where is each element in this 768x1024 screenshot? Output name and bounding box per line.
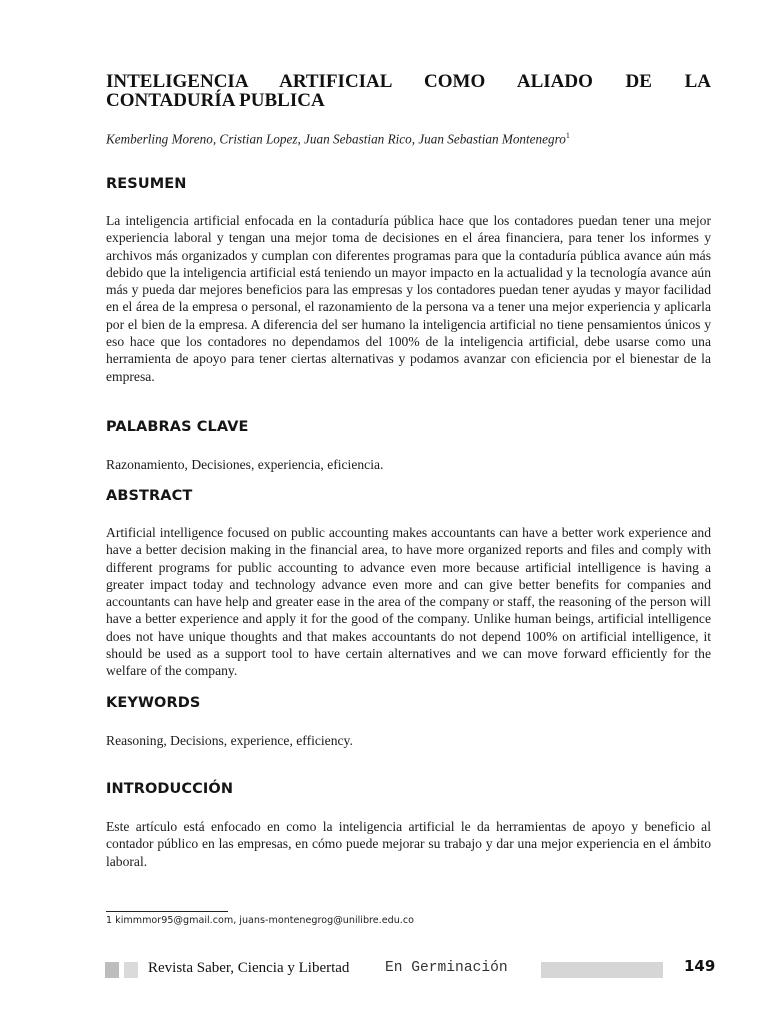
footer-bar (541, 962, 663, 978)
footnote-divider (106, 911, 228, 912)
footer-square-dark (105, 962, 119, 978)
article-title (106, 72, 711, 110)
heading-introduccion: INTRODUCCIÓN (106, 781, 234, 797)
title-line-2: CONTADURÍA PUBLICA (106, 90, 325, 111)
heading-palabras-clave: PALABRAS CLAVE (106, 419, 249, 435)
paragraph-abstract: Artificial intelligence focused on public accounting makes accountants can have a better work experience and have a better decision making in the financial area, to have more organized reports and files and comply with different programs for public accounting to advance even more because artificial intelligence is having a greater impact today and technology advance even more and can give better benefits for companies and accountants can have help and greater ease in the area of the company or staff, the reasoning of the person will have a better experience and apply it for the good of the company. Unlike human beings, artificial intelligence does not have unique thoughts and that makes accountants do not depend 100% on artificial intelligence, it should be used as a support tool to have certain alternatives and we can move forward efficiently for the welfare of the company. (106, 525, 711, 679)
heading-keywords: KEYWORDS (106, 695, 201, 711)
journal-issue: En Germinación (385, 960, 508, 976)
page-footer (0, 955, 768, 985)
paragraph-palabras-clave: Razonamiento, Decisiones, experiencia, eficiencia. (106, 457, 384, 472)
author-list (106, 127, 711, 147)
author-footnote-mark: 1 (565, 131, 570, 140)
footer-square-light (124, 962, 138, 978)
title-line-1: INTELIGENCIA ARTIFICIAL COMO ALIADO DE LA (106, 71, 711, 92)
paragraph-keywords: Reasoning, Decisions, experience, efficiency. (106, 733, 353, 748)
heading-resumen: RESUMEN (106, 176, 187, 192)
journal-name: Revista Saber, Ciencia y Libertad (148, 960, 350, 976)
paragraph-introduccion: Este artículo está enfocado en como la inteligencia artificial le da herramientas de apoyo y beneficio al contador público en las empresas, en cómo puede mejorar su trabajo y dar una mejor experiencia en el ámbito laboral. (106, 819, 711, 869)
author-names: Kemberling Moreno, Cristian Lopez, Juan Sebastian Rico, Juan Sebastian Montenegro (106, 131, 566, 147)
footnote-emails: 1 kimmmor95@gmail.com, juans-montenegrog@unilibre.edu.co (106, 915, 414, 926)
page-number: 149 (684, 957, 716, 975)
heading-abstract: ABSTRACT (106, 488, 193, 504)
paragraph-resumen: La inteligencia artificial enfocada en la contaduría pública hace que los contadores puedan tener una mejor experiencia laboral y tengan una mejor toma de decisiones en el área financiera, para tener los informes y archivos más organizados y cumplan con diferentes programas para que la contaduría pública avance aún más debido que la inteligencia artificial está teniendo un mayor impacto en la actualidad y la tecnología avance aún más y pueda dar mejores beneficios para las empresas y los contadores puedan tener ayudas y mayor facilidad en el área de la empresa o personal, el razonamiento de la persona va a tener una mejor experiencia y aplicarla por el bien de la empresa. A diferencia del ser humano la inteligencia artificial no tiene pensamientos únicos y eso hace que los contadores no dependamos del 100% de la inteligencia artificial, debe usarse como una herramienta de apoyo para tener ciertas alternativas y podamos avanzar con eficiencia por el bienestar de la empresa. (106, 213, 711, 384)
